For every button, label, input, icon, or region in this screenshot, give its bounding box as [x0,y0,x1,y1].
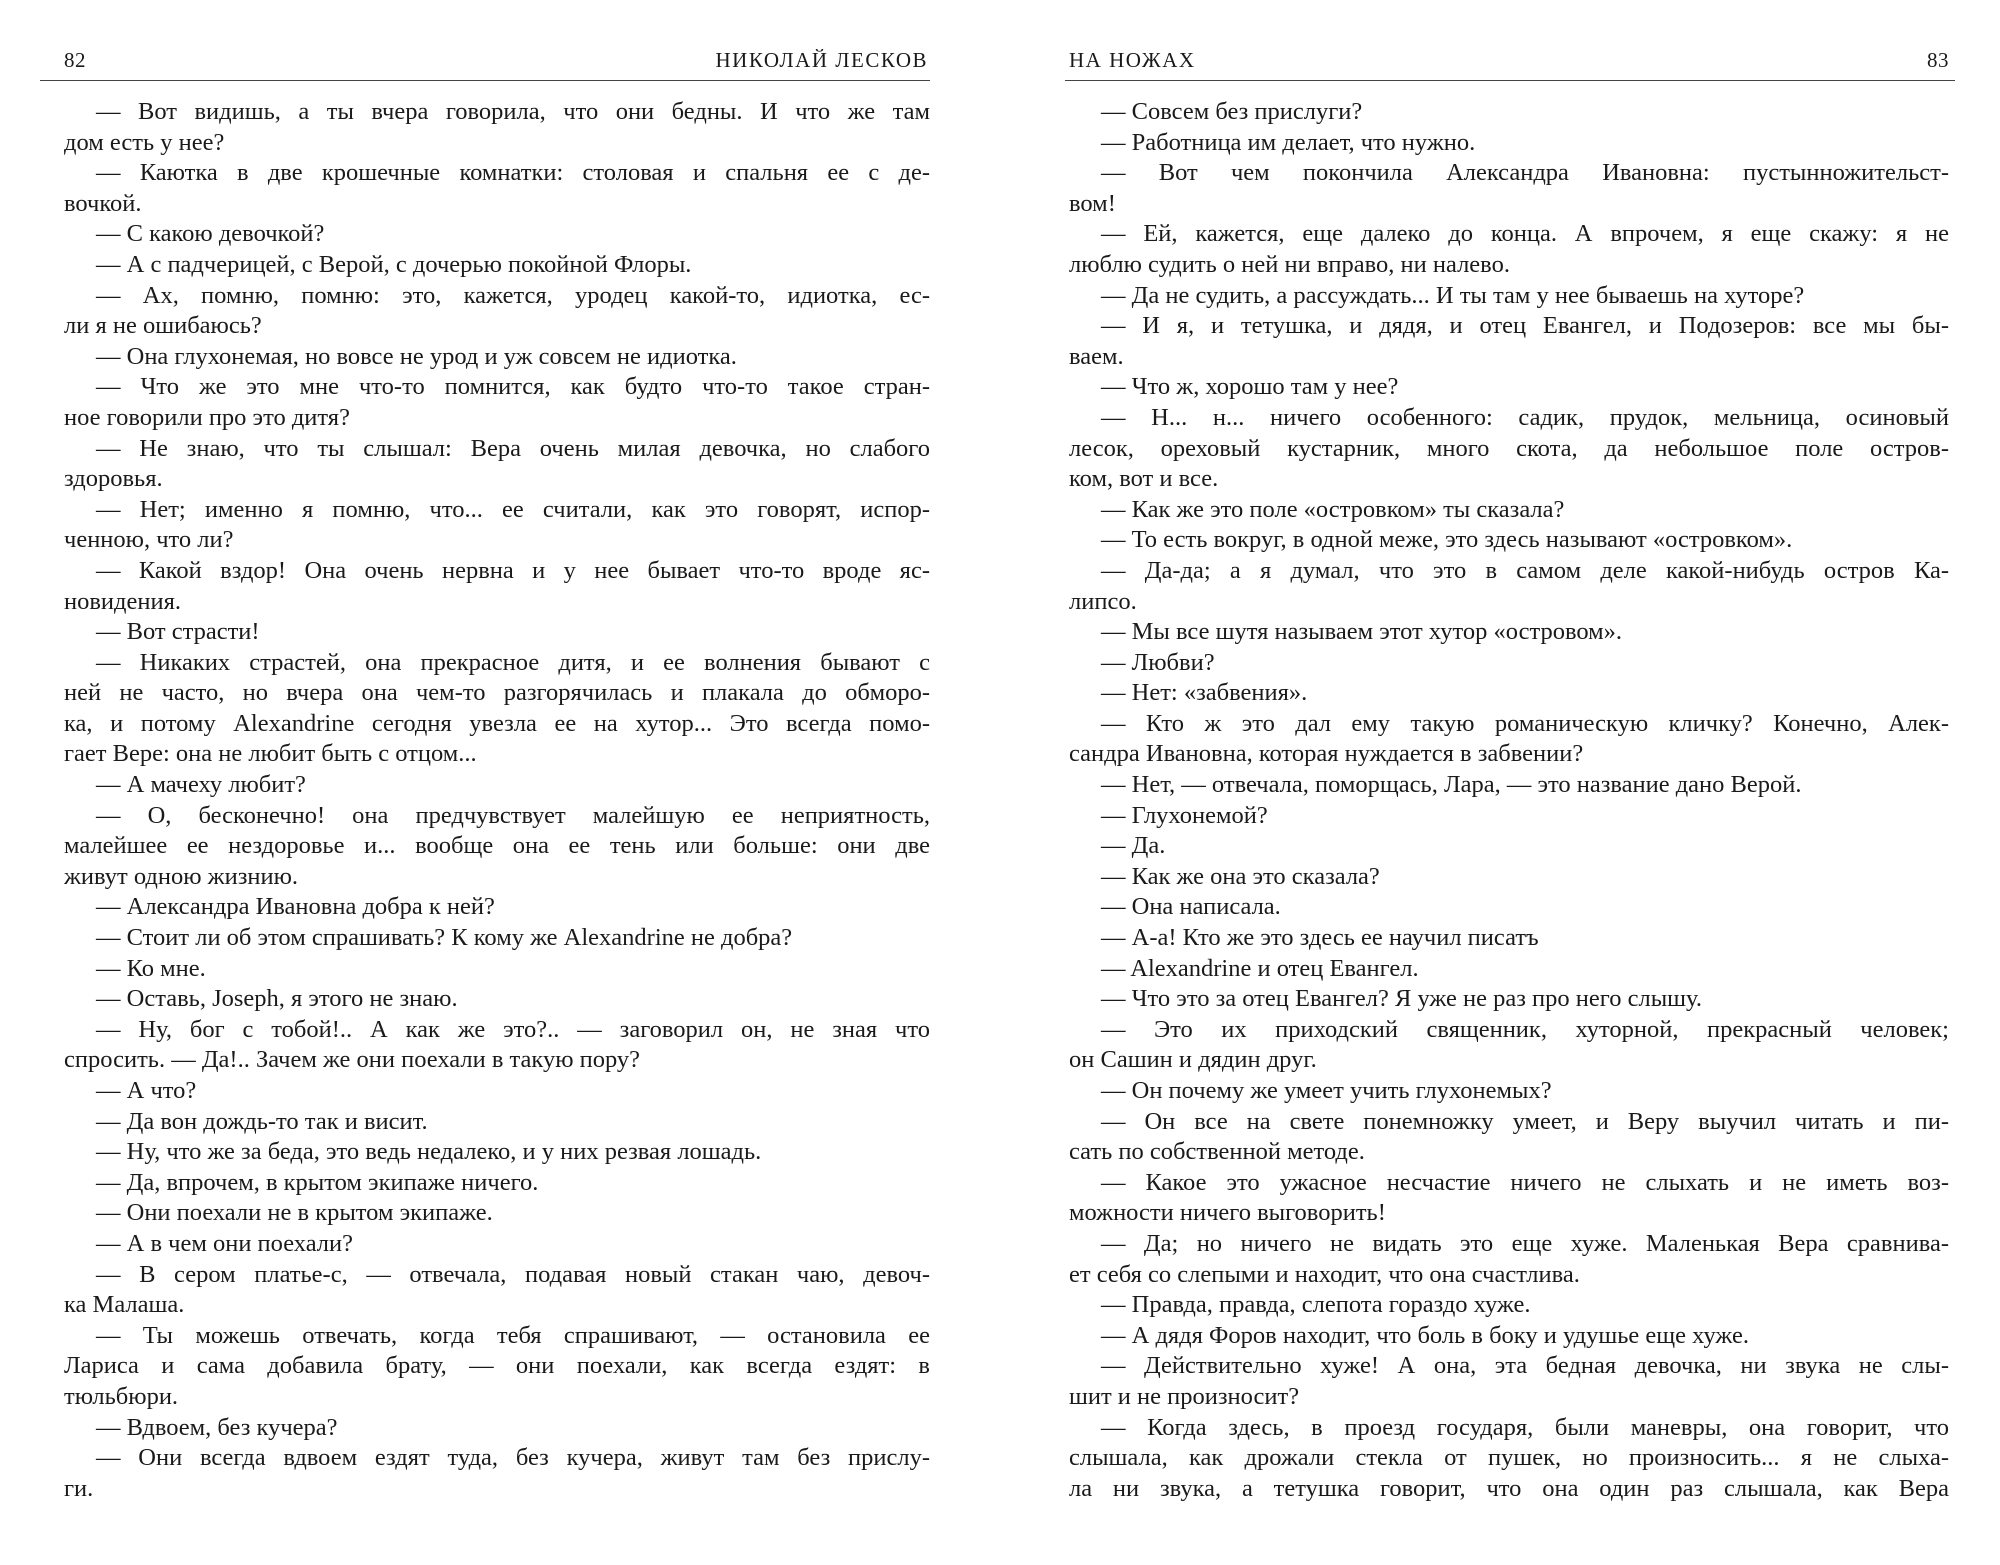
text-line: — Они всегда вдвоем ездят туда, без кучера, живут там без прислу- [96,1444,930,1472]
left-running-head: НИКОЛАЙ ЛЕСКОВ [715,48,928,72]
text-line: — Да вон дождь-то так и висит. [96,1107,428,1135]
text-line: лесок, ореховый кустарник, много скота, да небольшое поле остров- [1069,434,1949,462]
text-line: сать по собственной методе. [1069,1138,1365,1166]
text-line: — Совсем без прислуги? [1101,98,1363,125]
text-line: вочкой. [64,189,142,217]
text-line: — Нет; именно я помню, что... ее считали, как это говорят, испор- [96,495,930,523]
text-line: — Стоит ли об этом спрашивать? К кому же Alexandrine не добра? [96,924,793,952]
text-line: — О, бесконечно! она предчувствует малейшую ее неприятность, [96,801,930,829]
text-line: — Ко мне. [96,954,206,982]
text-line: — В сером платье-с, — отвечала, подавая новый стакан чаю, девоч- [96,1260,930,1288]
text-line: — Вот видишь, а ты вчера говорила, что они бедны. И что же там [96,98,930,125]
text-line: — Каютка в две крошечные комнатки: столовая и спальня ее с де- [96,159,930,187]
text-line: — Когда здесь, в проезд государя, были маневры, она говорит, что [1101,1413,1949,1441]
text-line: — Да. [1101,832,1166,860]
right-page-header [1065,46,1955,81]
text-line: — Как же она это сказала? [1101,862,1380,890]
text-line: ет себя со слепыми и находит, что она счастлива. [1069,1260,1580,1288]
text-line: — Нет: «забвения». [1101,679,1308,707]
text-line: — И я, и тетушка, и дядя, и отец Евангел, и Подозеров: все мы бы- [1101,312,1949,340]
text-line: малейшее ее нездоровье и... вообще она ее тень или больше: они две [64,832,930,860]
text-line: — Ну, бог с тобой!.. А как же это?.. — заговорил он, не зная что [96,1015,930,1043]
text-line: — Действительно хуже! А она, эта бедная девочка, ни звука не слы- [1101,1352,1949,1380]
text-line: ней не часто, но вчера она чем-то разгорячилась и плакала до обморо- [64,679,930,707]
text-line: — А мачеху любит? [96,771,306,799]
right-page [1065,0,1955,1565]
right-page-text [1069,97,1949,1504]
text-line: — Ну, что же за беда, это ведь недалеко, и у них резвая лошадь. [96,1138,762,1166]
right-page-number: 83 [1927,48,1949,72]
text-line: — Да, впрочем, в крытом экипаже ничего. [96,1168,539,1196]
text-line: — Кто ж это дал ему такую романическую кличку? Конечно, Алек- [1101,709,1949,737]
left-page-number: 82 [64,48,86,72]
text-line: — Alexandrine и отец Евангел. [1101,954,1419,982]
text-line: новидения. [64,587,181,615]
text-line: тюльбюри. [64,1382,179,1410]
text-line: — А-а! Кто же это здесь ее научил писатъ [1101,924,1539,952]
text-line: спросить. — Да!.. Зачем же они поехали в такую пору? [64,1046,641,1074]
text-line: — Никаких страстей, она прекрасное дитя, и ее волнения бывают с [96,648,930,676]
text-line: ком, вот и все. [1069,465,1219,493]
text-line: — Да-да; а я думал, что это в самом деле какой-нибудь остров Ка- [1101,556,1949,584]
text-line: — Да не судить, а рассуждать... И ты там у нее бываешь на хуторе? [1101,281,1805,309]
text-line: — А в чем они поехали? [96,1229,353,1257]
text-line: — Мы все шутя называем этот хутор «островом». [1101,618,1623,646]
text-line: вом! [1069,189,1116,217]
text-line: — А что? [96,1077,197,1104]
text-line: — Ей, кажется, еще далеко до конца. А впрочем, я еще скажу: я не [1101,220,1949,248]
text-line: — Как же это поле «островком» ты сказала? [1101,495,1565,523]
text-line: — Правда, правда, слепота гораздо хуже. [1101,1291,1531,1319]
text-line: ваем. [1069,342,1124,370]
text-line: — Вот чем покончила Александра Ивановна: пустынножительст- [1101,159,1949,187]
text-line: дом есть у нее? [64,128,225,156]
text-line: можности ничего выговорить! [1069,1199,1386,1227]
text-line: он Сашин и дядин друг. [1069,1046,1317,1074]
text-line: липсо. [1069,587,1137,615]
text-line: ка Малаша. [64,1291,185,1319]
text-line: — Глухонемой? [1101,801,1268,829]
text-line: — Она глухонемая, но вовсе не урод и уж совсем не идиотка. [96,342,737,370]
left-page-text [64,97,930,1504]
text-line: — Оставь, Joseph, я этого не знаю. [96,985,458,1013]
text-line: ла ни звука, а тетушка говорит, что она один раз слышала, как Вера [1069,1474,1949,1502]
text-line: люблю судить о ней ни вправо, ни налево. [1069,250,1510,278]
text-line: сандра Ивановна, которая нуждается в забвении? [1069,740,1584,768]
text-line: — Какой вздор! Она очень нервна и у нее бывает что-то вроде яс- [96,556,930,584]
text-line: — Вдвоем, без кучера? [96,1413,338,1441]
text-line: — Ты можешь отвечать, когда тебя спрашивают, — остановила ее [96,1321,930,1349]
text-line: — Что же это мне что-то помнится, как будто что-то такое стран- [96,373,930,401]
text-line: — С какою девочкой? [96,220,325,248]
text-line: — Они поехали не в крытом экипаже. [96,1199,493,1227]
text-line: — Это их приходский священник, хуторной, прекрасный человек; [1101,1015,1949,1043]
text-line: слышала, как дрожали стекла от пушек, но произносить... я не слыха- [1069,1444,1949,1472]
text-line: ги. [64,1474,94,1502]
left-page-header [40,46,930,81]
text-line: — Работница им делает, что нужно. [1101,128,1476,156]
text-line: — Нет, — отвечала, поморщась, Лара, — это название дано Верой. [1101,771,1802,799]
text-line: — А дядя Форов находит, что боль в боку и удушье еще хуже. [1101,1321,1749,1349]
text-line: шит и не произносит? [1069,1382,1300,1410]
text-line: ное говорили про это дитя? [64,403,350,431]
text-line: — Она написала. [1101,893,1281,921]
text-line: ченною, что ли? [64,526,234,554]
text-line: — Он почему же умеет учить глухонемых? [1101,1077,1552,1104]
text-line: Лариса и сама добавила брату, — они поехали, как всегда ездят: в [64,1352,930,1380]
text-line: — Любви? [1101,648,1215,676]
text-line: — Не знаю, что ты слышал: Вера очень милая девочка, но слабого [96,434,930,462]
text-line: — Что ж, хорошо там у нее? [1101,373,1399,401]
text-line: — Ах, помню, помню: это, кажется, уродец какой-то, идиотка, ес- [96,281,930,309]
text-line: ка, и потому Alexandrine сегодня увезла ее на хутор... Это всегда помо- [64,709,930,737]
text-line: — Александра Ивановна добра к ней? [96,893,495,921]
text-line: — Да; но ничего не видать это еще хуже. Маленькая Вера сравнива- [1101,1229,1949,1257]
text-line: — Н... н... ничего особенного: садик, прудок, мельница, осиновый [1101,403,1949,431]
text-line: ли я не ошибаюсь? [64,312,262,340]
text-line: гает Вере: она не любит быть с отцом... [64,740,477,768]
text-line: — А с падчерицей, с Верой, с дочерью покойной Флоры. [96,250,692,278]
text-line: — То есть вокруг, в одной меже, это здесь называют «островком». [1101,526,1793,554]
text-line: живут одною жизнию. [64,862,299,890]
left-page [40,0,930,1565]
right-running-head: НА НОЖАХ [1069,48,1196,72]
text-line: — Что это за отец Евангел? Я уже не раз про него слышу. [1101,985,1702,1013]
text-line: — Какое это ужасное несчастие ничего не слыхать и не иметь воз- [1101,1168,1949,1196]
text-line: — Он все на свете понемножку умеет, и Веру выучил читать и пи- [1101,1107,1949,1135]
text-line: здоровья. [64,465,163,493]
text-line: — Вот страсти! [96,618,260,646]
